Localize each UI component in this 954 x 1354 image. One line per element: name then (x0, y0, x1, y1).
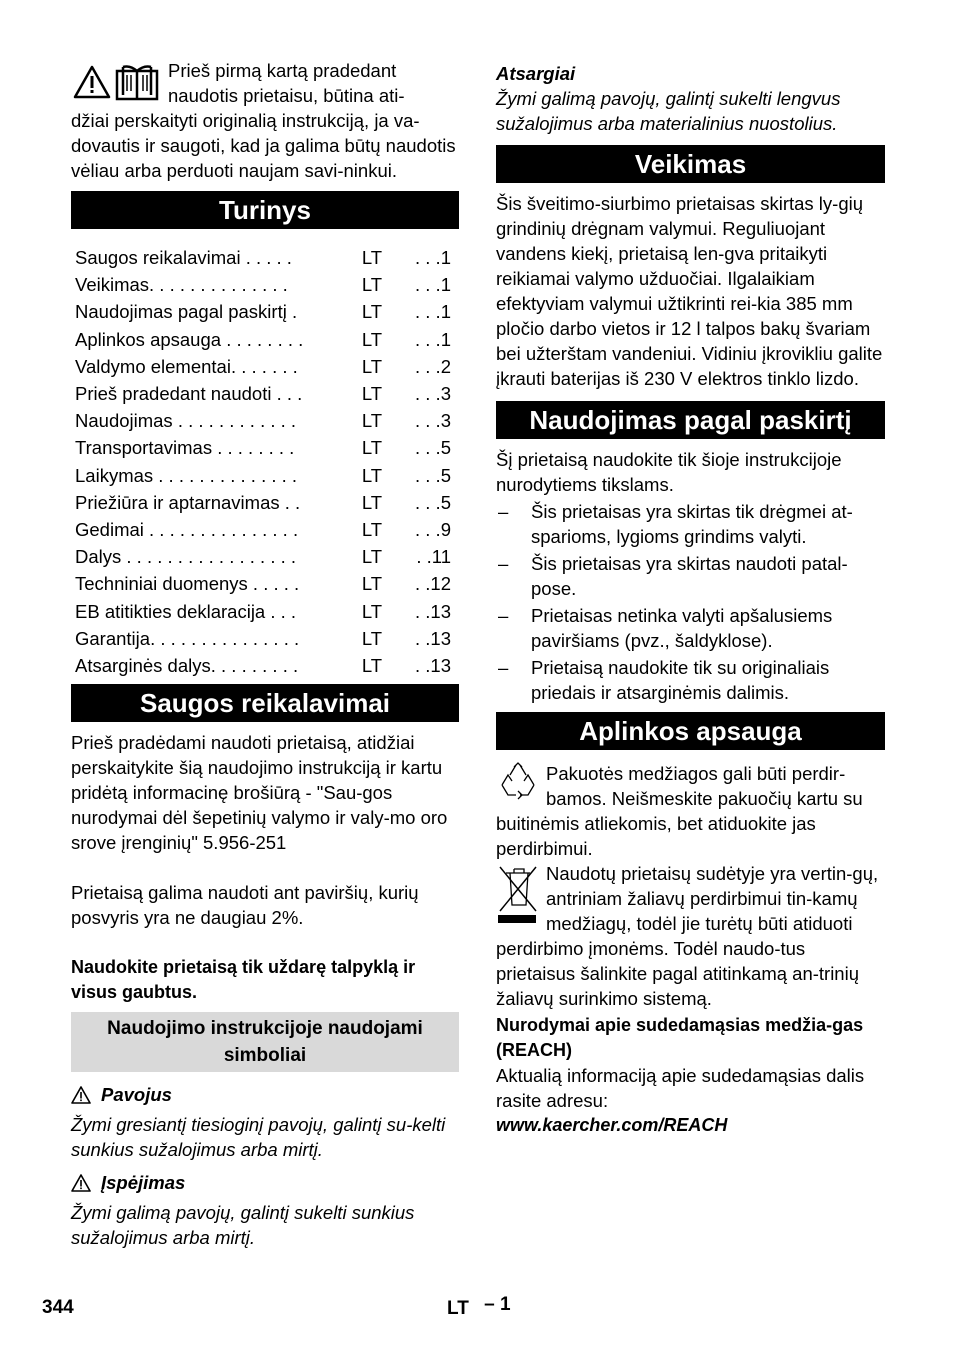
caution-heading (496, 61, 885, 86)
toc-row (71, 489, 459, 516)
danger-heading (71, 1082, 459, 1107)
toc-title: Dalys . . . . . . . . . . . . . . . . . (75, 546, 297, 568)
intended-use-heading: Naudojimas pagal paskirtį (496, 401, 885, 439)
list-item: – Prietaisas netinka valyti apšalusiems paviršiams (pvz., šaldyklose). (498, 605, 833, 651)
toc-row (71, 543, 459, 570)
bullet-dash: – (498, 553, 509, 574)
toc-lang: LT (361, 600, 383, 622)
danger-label: Pavojus (101, 1084, 172, 1106)
toc-page: . . .1 (415, 274, 451, 296)
toc-page: . . .9 (415, 519, 451, 541)
toc-page: . . .2 (415, 355, 451, 377)
toc-page: . . .5 (415, 437, 451, 459)
toc-lang: LT (361, 410, 383, 432)
toc-row (71, 244, 459, 271)
toc-lang: LT (361, 301, 383, 323)
toc-page: . .11 (416, 546, 451, 568)
table-of-contents (71, 244, 459, 679)
footer-lang (447, 1294, 511, 1319)
toc-title: Garantija. . . . . . . . . . . . . . . (75, 627, 300, 649)
toc-lang: LT (361, 355, 383, 377)
toc-row (71, 462, 459, 489)
reach-heading: Nurodymai apie sudedamąsias medžia-gas (REACH) (496, 1015, 864, 1060)
toc-heading: Turinys (71, 191, 459, 229)
toc-title: Gedimai . . . . . . . . . . . . . . . (75, 519, 299, 541)
toc-row (71, 407, 459, 434)
warning-small-triangle-icon (71, 1174, 91, 1192)
toc-page: . . .1 (415, 301, 451, 323)
reach-text: Aktualią informaciją apie sudedamąsias dalis rasite adresu: (496, 1065, 865, 1111)
danger-triangle-icon (71, 1086, 91, 1104)
manual-book-icon (115, 65, 159, 101)
toc-row (71, 598, 459, 625)
environment-paragraph-2: Naudotų prietaisų sudėtyje yra vertin-gų, antriniam žaliavų perdirbimui tin-kamų medžiagų, todėl jie turėtų būti atiduoti perdirbimo įmonėms. Todėl naudo-tus prietaisus šalinkite pagal atitinkamą an-trinių žaliavų surinkimo sistemą. (496, 863, 879, 1009)
toc-lang: LT (361, 247, 383, 268)
toc-lang: LT (361, 328, 383, 350)
safety-paragraph-3: Naudokite prietaisą tik uždarę talpyklą ir visus gaubtus. (71, 957, 416, 1003)
left-column (71, 58, 459, 1250)
warning-triangle-icon (73, 65, 111, 99)
toc-title: Valdymo elementai. . . . . . . (75, 355, 298, 377)
toc-lang: LT (361, 274, 383, 296)
weee-block (496, 861, 885, 1011)
toc-page: . . .5 (415, 491, 451, 513)
toc-row (71, 298, 459, 325)
toc-row (71, 434, 459, 461)
toc-page: . . .3 (415, 410, 451, 432)
toc-lang: LT (361, 573, 383, 595)
toc-lang: LT (361, 655, 383, 677)
toc-row (71, 380, 459, 407)
toc-page: . .12 (415, 573, 451, 595)
toc-lang: LT (361, 546, 383, 568)
safety-paragraph-2: Prietaisą galima naudoti ant paviršių, kurių posvyris yra ne daugiau 2%. (71, 882, 419, 929)
toc-page: . .13 (415, 600, 451, 622)
bullet-dash: – (498, 657, 509, 678)
toc-row (71, 326, 459, 353)
toc-page: . . .1 (415, 247, 451, 268)
danger-text: Žymi gresiantį tiesioginį pavojų, galintį su-kelti sunkius sužalojimus arba mirtį. (71, 1114, 446, 1161)
toc-lang: LT (361, 627, 383, 649)
right-column (496, 61, 885, 1138)
toc-lang: LT (361, 383, 383, 405)
toc-row (71, 516, 459, 543)
caution-label: Atsargiai (496, 63, 576, 84)
footer-page-number: 344 (42, 1297, 74, 1318)
toc-page: . .13 (415, 627, 451, 649)
list-item: – Šis prietaisas yra skirtas tik drėgmei at-sparioms, lygioms grindims valyti. (498, 501, 853, 547)
toc-title: Laikymas . . . . . . . . . . . . . . (75, 464, 298, 486)
toc-title: Transportavimas . . . . . . . . (75, 437, 295, 459)
toc-title: Aplinkos apsauga . . . . . . . . (75, 328, 304, 350)
footer-sub-page: 1 (499, 1294, 511, 1315)
intro-block (71, 58, 459, 183)
toc-row (71, 652, 459, 679)
intro-rest: džiai perskaityti originalią instrukciją, ja va-dovautis ir saugoti, kad ja galima būtų naudotis vėliau arba perduoti naujam savi-ninkui. (71, 110, 456, 181)
warning-text: Žymi galimą pavojų, galintį sukelti sunkius sužalojimus arba mirtį. (71, 1202, 415, 1249)
toc-lang: LT (361, 464, 383, 486)
toc-lang: LT (361, 519, 383, 541)
toc-title: Techniniai duomenys . . . . . (75, 573, 300, 595)
footer-lang-code: LT (447, 1298, 469, 1319)
toc-title: Naudojimas . . . . . . . . . . . . (75, 410, 297, 432)
toc-title: Saugos reikalavimai . . . . . (75, 247, 292, 268)
toc-page: . .13 (415, 655, 451, 677)
intro-line-2: naudotis prietaisu, būtina ati- (168, 85, 405, 106)
function-heading: Veikimas (496, 145, 885, 183)
toc-page: . . .3 (415, 383, 451, 405)
recycle-icon (496, 761, 540, 801)
toc-row (71, 625, 459, 652)
footer-dash: – (484, 1294, 495, 1315)
safety-heading: Saugos reikalavimai (71, 684, 459, 722)
function-text: Šis šveitimo-siurbimo prietaisas skirtas ly-gių grindinių drėgnam valymui. Reguliuojant vandens kiekį, prietaisą len-gva pritaikyti reikiamai valymo užduočiai. Ilgalaikiam efektyviam valymui užtikrinti rei-kia 385 mm pločio darbo vietos ir 12 l talpos bakų švariam bei užterštam vandeniui. Vidiniu įkrovikliu galite įkrauti baterijas iš 230 V elektros tinklo lizdo. (496, 193, 883, 389)
toc-title: Veikimas. . . . . . . . . . . . . . (75, 274, 288, 296)
intended-use-intro: Šį prietaisą naudokite tik šioje instrukcijoje nurodytiems tikslams. (496, 449, 842, 495)
list-item: – Šis prietaisas yra skirtas naudoti patal-pose. (498, 553, 848, 599)
recycling-block (496, 761, 885, 861)
intended-use-list (496, 499, 885, 705)
crossed-bin-icon (496, 861, 540, 927)
warning-manual-icons (73, 65, 159, 101)
environment-paragraph-1: Pakuotės medžiagos gali būti perdir-bamos. Neišmeskite pakuočių kartu su buitinėmis atliekomis, bet atiduokite jas perdirbimui. (496, 763, 863, 859)
toc-row (71, 271, 459, 298)
toc-title: Priežiūra ir aptarnavimas . . (75, 491, 301, 513)
intro-line-1: Prieš pirmą kartą pradedant (168, 60, 397, 81)
toc-title: Atsarginės dalys. . . . . . . . . (75, 655, 299, 677)
toc-title: Prieš pradedant naudoti . . . (75, 383, 303, 405)
toc-page: . . .5 (415, 464, 451, 486)
bullet-dash: – (498, 501, 509, 522)
toc-title: Naudojimas pagal paskirtį . (75, 301, 298, 323)
bullet-dash: – (498, 605, 509, 626)
toc-row (71, 353, 459, 380)
toc-page: . . .1 (415, 328, 451, 350)
toc-title: EB atitikties deklaracija . . . (75, 600, 297, 622)
toc-row (71, 570, 459, 597)
list-item: – Prietaisą naudokite tik su originaliais priedais ir atsarginėmis dalimis. (498, 657, 830, 703)
symbols-heading: Naudojimo instrukcijoje naudojami simboliai (71, 1012, 459, 1072)
toc-lang: LT (361, 437, 383, 459)
warning-heading (71, 1170, 459, 1195)
environment-heading: Aplinkos apsauga (496, 712, 885, 750)
reach-url-link[interactable]: www.kaercher.com/REACH (496, 1115, 728, 1135)
warning-label: Įspėjimas (101, 1172, 186, 1194)
toc-lang: LT (361, 491, 383, 513)
safety-paragraph-1: Prieš pradėdami naudoti prietaisą, atidžiai perskaitykite šią naudojimo instrukciją ir kartu pridėtą informacinę brošiūrą - "Sau-gos nurodymai dėl šepetinių valymo ir valy-mo oro srove įrenginių" 5.956-251 (71, 732, 448, 854)
caution-text: Žymi galimą pavojų, galintį sukelti lengvus sužalojimus arba materialinius nuostolius. (496, 88, 841, 134)
